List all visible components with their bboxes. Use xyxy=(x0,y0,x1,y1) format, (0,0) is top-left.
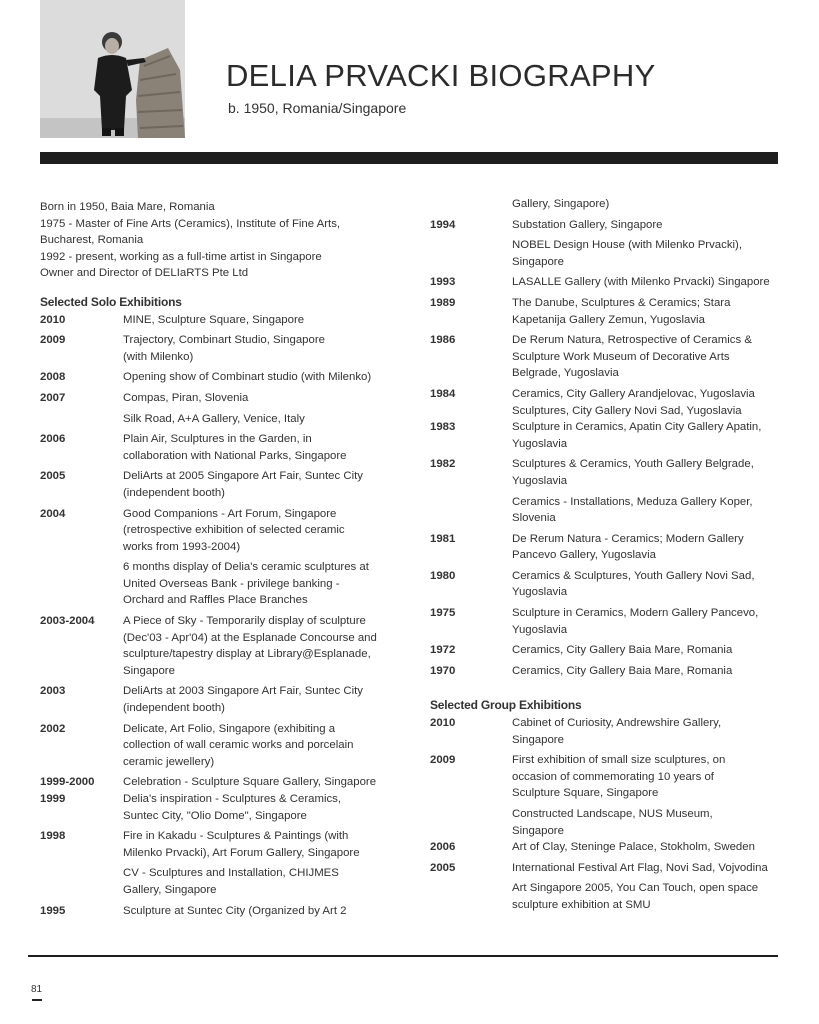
entry-text: Ceramics & Sculptures, Youth Gallery Novi Sad, Yugoslavia xyxy=(512,569,755,599)
entry-text: Cabinet of Curiosity, Andrewshire Gallery, Singapore xyxy=(512,717,722,746)
entry-year xyxy=(430,237,512,270)
footer-rule xyxy=(28,955,778,957)
exhibition-entry xyxy=(430,752,782,802)
entry-text: MINE, Sculpture Square, Singapore xyxy=(123,313,305,326)
entry-text: Ceramics - Installations, Meduza Gallery Koper, Slovenia xyxy=(512,495,753,525)
entry-year: 2010 xyxy=(40,313,66,326)
exhibition-entry xyxy=(40,431,390,464)
artist-photo-graphic xyxy=(40,0,185,138)
entry-year xyxy=(40,559,123,609)
entry-text: Celebration - Sculpture Square Gallery, Singapore xyxy=(123,776,377,789)
entry-year xyxy=(430,880,512,913)
entry-text: Ceramics, City Gallery Arandjelovac, Yugoslavia Sculptures, City Gallery Novi Sad, Yugoslavia xyxy=(512,387,755,417)
exhibition-entry xyxy=(430,419,782,452)
entry-year: 1989 xyxy=(430,296,456,309)
entry-year: 1998 xyxy=(40,830,66,843)
page-number: 81 xyxy=(31,984,43,995)
entry-text: Opening show of Combinart studio (with Milenko) xyxy=(123,371,372,384)
exhibition-entry xyxy=(430,806,782,839)
exhibition-entry xyxy=(40,865,390,898)
entry-year: 2005 xyxy=(40,470,66,483)
entry-text: Plain Air, Sculptures in the Garden, in collaboration with National Parks, Singapore xyxy=(123,433,347,462)
entry-text: Constructed Landscape, NUS Museum, Singapore xyxy=(512,808,713,837)
entry-year: 2003 xyxy=(40,685,66,698)
entry-year: 2004 xyxy=(40,507,66,520)
exhibition-entry xyxy=(430,456,782,489)
entry-year xyxy=(430,196,512,213)
entry-text: Good Companions - Art Forum, Singapore (retrospective exhibition of selected ceramic works from 1993-2004) xyxy=(123,507,345,553)
intro-line: Born in 1950, Baia Mare, Romania xyxy=(40,201,215,213)
entry-year: 2005 xyxy=(430,861,456,874)
exhibition-entry xyxy=(430,274,782,291)
entry-text: Sculpture in Ceramics, Modern Gallery Pancevo, Yugoslavia xyxy=(512,607,759,636)
page-number-dash xyxy=(32,999,42,1001)
entry-text: First exhibition of small size sculptures, on occasion of commemorating 10 years of Sculpture Square, Singapore xyxy=(512,754,726,800)
entry-text: Delia's inspiration - Sculptures & Ceramics, Suntec City, "Olio Dome", Singapore xyxy=(123,793,342,822)
entry-year: 2008 xyxy=(40,371,66,384)
exhibition-entry xyxy=(40,411,390,428)
entry-year: 1999-2000 xyxy=(40,776,95,789)
entry-year xyxy=(430,806,512,839)
entry-text: Ceramics, City Gallery Baia Mare, Romania xyxy=(512,664,733,677)
left-column xyxy=(40,196,390,923)
exhibition-entry xyxy=(430,332,782,382)
entry-year: 1980 xyxy=(430,569,456,582)
exhibition-entry xyxy=(40,390,390,407)
exhibition-entry xyxy=(430,715,782,748)
entry-year xyxy=(40,411,123,428)
entry-year: 1970 xyxy=(430,664,456,677)
page-title: DELIA PRVACKI BIOGRAPHY xyxy=(226,58,656,93)
entry-text: International Festival Art Flag, Novi Sad, Vojvodina xyxy=(512,861,768,874)
entry-text: LASALLE Gallery (with Milenko Prvacki) Singapore xyxy=(512,276,770,289)
intro-line: Owner and Director of DELIaRTS Pte Ltd xyxy=(40,267,249,280)
exhibition-entry xyxy=(430,494,782,527)
right-column xyxy=(430,196,782,918)
entry-year: 1994 xyxy=(430,218,456,231)
exhibition-entry xyxy=(40,468,390,501)
exhibition-entry xyxy=(40,312,390,329)
exhibition-entry xyxy=(40,332,390,365)
entry-year: 2003-2004 xyxy=(40,615,95,628)
exhibition-entry xyxy=(40,683,390,716)
entry-text: A Piece of Sky - Temporarily display of sculpture (Dec'03 - Apr'04) at the Esplanade Concourse and sculpture/tapestry display at Library@Esplanade, Singapore xyxy=(123,615,377,677)
entry-text: DeliArts at 2005 Singapore Art Fair, Suntec City (independent booth) xyxy=(123,470,363,499)
entry-year: 2010 xyxy=(430,717,456,730)
entry-year: 2002 xyxy=(40,722,66,735)
page-subtitle: b. 1950, Romania/Singapore xyxy=(228,100,407,116)
intro-line: Bucharest, Romania xyxy=(40,234,144,247)
entry-year: 1981 xyxy=(430,532,456,545)
entry-year: 1999 xyxy=(40,793,66,805)
artist-photo xyxy=(40,0,185,138)
entry-text: De Rerum Natura - Ceramics; Modern Gallery Pancevo Gallery, Yugoslavia xyxy=(512,532,744,562)
exhibition-entry xyxy=(430,880,782,913)
exhibition-entry xyxy=(430,295,782,328)
entry-text: CV - Sculptures and Installation, CHIJMES Gallery, Singapore xyxy=(123,867,339,896)
entry-year: 2009 xyxy=(430,754,456,767)
entry-text: De Rerum Natura, Retrospective of Ceramics & Sculpture Work Museum of Decorative Arts Belgrade, Yugoslavia xyxy=(512,334,752,380)
entry-year: 2009 xyxy=(40,334,66,347)
entry-text: 6 months display of Delia's ceramic sculptures at United Overseas Bank - privilege banking - Orchard and Raffles Place Branches xyxy=(123,561,369,607)
exhibition-entry xyxy=(430,568,782,601)
exhibition-entry xyxy=(430,663,782,680)
entry-text: Delicate, Art Folio, Singapore (exhibiting a collection of wall ceramic works and porcelain ceramic jewellery) xyxy=(123,722,354,768)
entry-text: Sculptures & Ceramics, Youth Gallery Belgrade, Yugoslavia xyxy=(512,458,754,487)
entry-text: DeliArts at 2003 Singapore Art Fair, Suntec City (independent booth) xyxy=(123,685,363,715)
entry-text: Art of Clay, Steninge Palace, Stokholm, Sweden xyxy=(512,841,755,854)
exhibition-entry xyxy=(430,531,782,564)
entry-year: 2006 xyxy=(430,841,456,854)
exhibition-entry xyxy=(40,828,390,861)
entry-text: NOBEL Design House (with Milenko Prvacki), Singapore xyxy=(512,239,742,268)
exhibition-entry xyxy=(430,605,782,638)
entry-text: Fire in Kakadu - Sculptures & Paintings (with Milenko Prvacki), Art Forum Gallery, Singapore xyxy=(123,830,360,859)
entry-year: 1975 xyxy=(430,607,456,620)
exhibition-entry xyxy=(430,217,782,234)
entry-text: Gallery, Singapore) xyxy=(512,198,610,210)
intro-block xyxy=(40,199,390,282)
exhibition-entry xyxy=(40,721,390,771)
entry-year: 1983 xyxy=(430,421,456,434)
exhibition-entry xyxy=(40,506,390,556)
exhibition-entry xyxy=(40,369,390,386)
exhibition-entry xyxy=(430,642,782,659)
intro-line: 1992 - present, working as a full-time artist in Singapore xyxy=(40,250,322,263)
exhibition-entry xyxy=(430,386,782,419)
exhibition-entry xyxy=(430,860,782,877)
entry-year: 1984 xyxy=(430,387,456,400)
entry-year: 1993 xyxy=(430,276,456,289)
entry-text: Trajectory, Combinart Studio, Singapore (with Milenko) xyxy=(123,334,325,363)
entry-year: 2007 xyxy=(40,391,66,404)
exhibition-entry xyxy=(430,237,782,270)
exhibition-entry xyxy=(430,839,782,856)
solo-exhibitions-heading: Selected Solo Exhibitions xyxy=(40,294,182,309)
header-banner xyxy=(40,152,778,164)
exhibition-entry xyxy=(40,903,390,920)
entry-year: 1982 xyxy=(430,458,456,471)
entry-text: Compas, Piran, Slovenia xyxy=(123,391,249,404)
entry-text: Sculpture at Suntec City (Organized by Art 2 xyxy=(123,904,347,917)
intro-line: 1975 - Master of Fine Arts (Ceramics), Institute of Fine Arts, xyxy=(40,217,341,230)
entry-text: The Danube, Sculptures & Ceramics; Stara Kapetanija Gallery Zemun, Yugoslavia xyxy=(512,296,731,326)
entry-year: 1972 xyxy=(430,644,456,657)
exhibition-entry xyxy=(40,559,390,609)
exhibition-entry xyxy=(40,774,390,791)
entry-text: Silk Road, A+A Gallery, Venice, Italy xyxy=(123,412,305,425)
entry-year: 2006 xyxy=(40,433,66,446)
entry-text: Substation Gallery, Singapore xyxy=(512,218,663,231)
exhibition-entry xyxy=(430,196,782,213)
entry-text: Sculpture in Ceramics, Apatin City Gallery Apatin, Yugoslavia xyxy=(512,421,762,450)
entry-year xyxy=(40,865,123,898)
exhibition-entry xyxy=(40,791,390,824)
group-exhibitions-heading: Selected Group Exhibitions xyxy=(430,698,582,713)
entry-year xyxy=(430,494,512,527)
entry-text: Art Singapore 2005, You Can Touch, open space sculpture exhibition at SMU xyxy=(512,882,759,911)
exhibition-entry xyxy=(40,613,390,679)
entry-year: 1995 xyxy=(40,904,66,917)
entry-year: 1986 xyxy=(430,334,456,347)
entry-text: Ceramics, City Gallery Baia Mare, Romania xyxy=(512,644,733,657)
